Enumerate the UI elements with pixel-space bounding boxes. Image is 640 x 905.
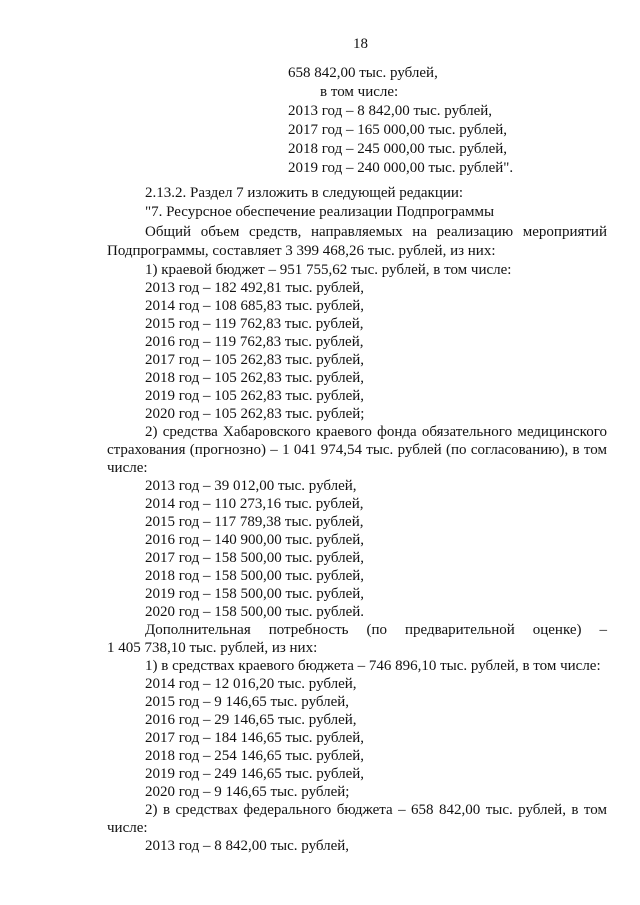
regional-year-line: 2016 год – 119 762,83 тыс. рублей, bbox=[145, 334, 364, 350]
section-title: "7. Ресурсное обеспечение реализации Подпрограммы bbox=[145, 204, 495, 220]
fund-heading-line: страхования (прогнозно) – 1 041 974,54 тыс. рублей (по согласованию), в том bbox=[107, 442, 607, 458]
top-block-line: 2017 год – 165 000,00 тыс. рублей, bbox=[288, 122, 508, 138]
total-para-line: Подпрограммы, составляет 3 399 468,26 тыс. рублей, из них: bbox=[107, 243, 496, 259]
fund-year-line: 2013 год – 39 012,00 тыс. рублей, bbox=[145, 478, 357, 494]
fund-year-line: 2018 год – 158 500,00 тыс. рублей, bbox=[145, 568, 365, 584]
regional-year-line: 2020 год – 105 262,83 тыс. рублей; bbox=[145, 406, 365, 422]
add-regional-year-line: 2015 год – 9 146,65 тыс. рублей, bbox=[145, 694, 350, 710]
fund-heading-line: числе: bbox=[107, 460, 148, 476]
fund-year-line: 2014 год – 110 273,16 тыс. рублей, bbox=[145, 496, 364, 512]
add-regional-year-line: 2014 год – 12 016,20 тыс. рублей, bbox=[145, 676, 357, 692]
add-regional-year-line: 2018 год – 254 146,65 тыс. рублей, bbox=[145, 748, 365, 764]
regional-year-line: 2019 год – 105 262,83 тыс. рублей, bbox=[145, 388, 365, 404]
add-regional-heading: 1) в средствах краевого бюджета – 746 896,10 тыс. рублей, в том числе: bbox=[145, 658, 601, 674]
fund-year-line: 2020 год – 158 500,00 тыс. рублей. bbox=[145, 604, 365, 620]
section-intro: 2.13.2. Раздел 7 изложить в следующей редакции: bbox=[145, 185, 464, 201]
page-number: 18 bbox=[353, 36, 368, 52]
regional-year-line: 2013 год – 182 492,81 тыс. рублей, bbox=[145, 280, 365, 296]
regional-year-line: 2014 год – 108 685,83 тыс. рублей, bbox=[145, 298, 365, 314]
regional-year-line: 2018 год – 105 262,83 тыс. рублей, bbox=[145, 370, 365, 386]
fund-year-line: 2015 год – 117 789,38 тыс. рублей, bbox=[145, 514, 364, 530]
add-federal-heading-line: 2) в средствах федерального бюджета – 658 842,00 тыс. рублей, в том bbox=[145, 802, 607, 818]
add-regional-year-line: 2017 год – 184 146,65 тыс. рублей, bbox=[145, 730, 365, 746]
add-federal-heading-line: числе: bbox=[107, 820, 148, 836]
fund-heading-line: 2) средства Хабаровского краевого фонда обязательного медицинского bbox=[145, 424, 607, 440]
add-federal-year-line: 2013 год – 8 842,00 тыс. рублей, bbox=[145, 838, 350, 854]
fund-year-line: 2016 год – 140 900,00 тыс. рублей, bbox=[145, 532, 365, 548]
add-regional-year-line: 2020 год – 9 146,65 тыс. рублей; bbox=[145, 784, 350, 800]
add-regional-year-line: 2016 год – 29 146,65 тыс. рублей, bbox=[145, 712, 357, 728]
top-block-line: 2018 год – 245 000,00 тыс. рублей, bbox=[288, 141, 508, 157]
regional-year-line: 2015 год – 119 762,83 тыс. рублей, bbox=[145, 316, 364, 332]
top-block-line: 2013 год – 8 842,00 тыс. рублей, bbox=[288, 103, 493, 119]
top-block-line: в том числе: bbox=[320, 84, 399, 100]
fund-year-line: 2019 год – 158 500,00 тыс. рублей, bbox=[145, 586, 365, 602]
top-block-line: 658 842,00 тыс. рублей, bbox=[288, 65, 438, 81]
additional-para-line: 1 405 738,10 тыс. рублей, из них: bbox=[107, 640, 318, 656]
regional-heading: 1) краевой бюджет – 951 755,62 тыс. рублей, в том числе: bbox=[145, 262, 512, 278]
additional-para-line: Дополнительная потребность (по предварительной оценке) – bbox=[145, 622, 607, 638]
fund-year-line: 2017 год – 158 500,00 тыс. рублей, bbox=[145, 550, 365, 566]
regional-year-line: 2017 год – 105 262,83 тыс. рублей, bbox=[145, 352, 365, 368]
top-block-line: 2019 год – 240 000,00 тыс. рублей". bbox=[288, 160, 514, 176]
add-regional-year-line: 2019 год – 249 146,65 тыс. рублей, bbox=[145, 766, 365, 782]
total-para-line: Общий объем средств, направляемых на реализацию мероприятий bbox=[145, 224, 607, 240]
